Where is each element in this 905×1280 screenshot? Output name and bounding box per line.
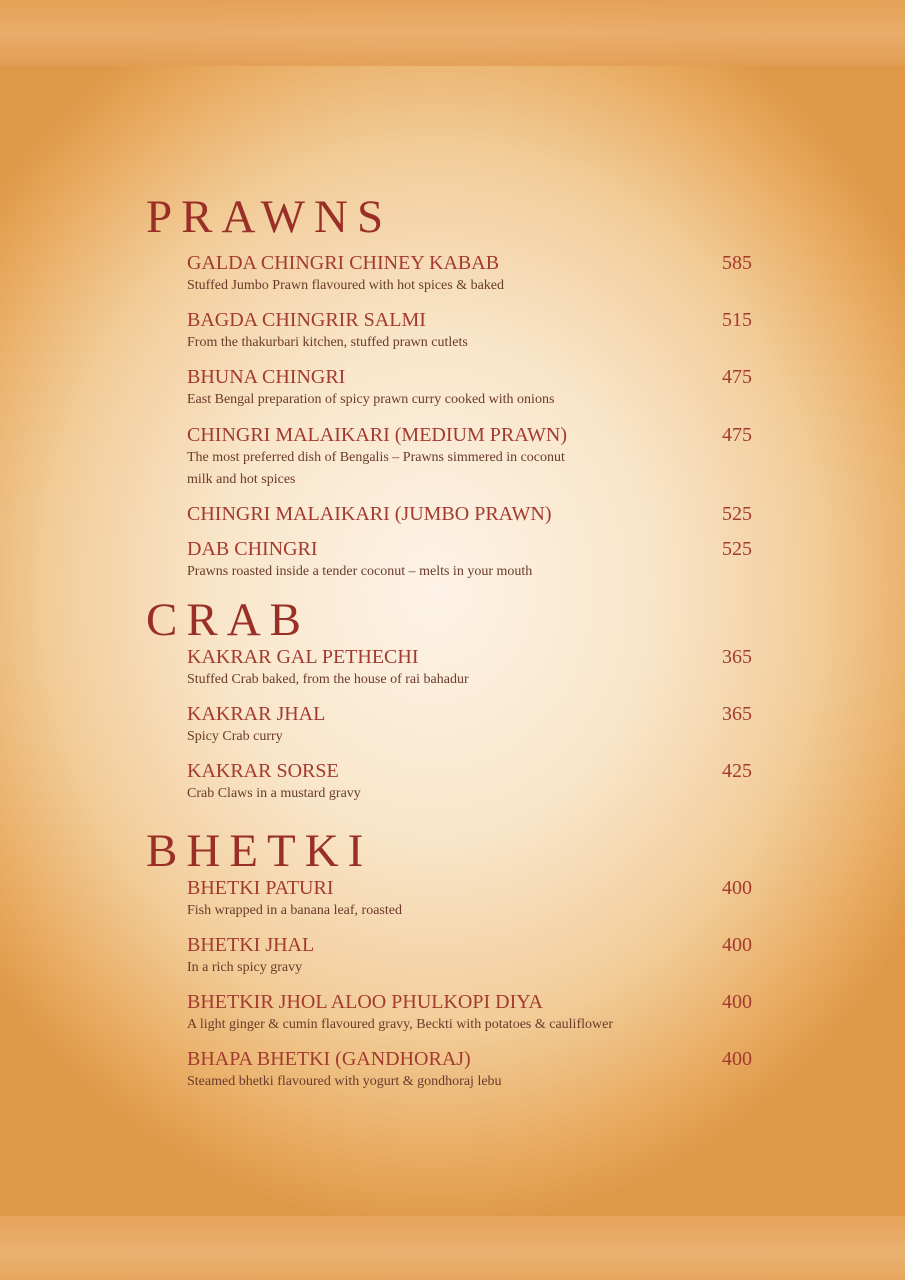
menu-item — [187, 646, 752, 691]
item-name: BAGDA CHINGRIR SALMI — [187, 309, 426, 331]
item-description: Spicy Crab curry — [187, 729, 283, 744]
menu-item — [187, 1048, 752, 1093]
item-price: 475 — [722, 366, 752, 388]
item-name: BHETKI JHAL — [187, 934, 315, 956]
item-name: BHETKIR JHOL ALOO PHULKOPI DIYA — [187, 991, 543, 1013]
item-name: GALDA CHINGRI CHINEY KABAB — [187, 252, 500, 274]
item-description: Stuffed Jumbo Prawn flavoured with hot spices & baked — [187, 278, 505, 293]
menu-item — [187, 309, 752, 354]
item-description: Crab Claws in a mustard gravy — [187, 786, 361, 801]
item-description: East Bengal preparation of spicy prawn curry cooked with onions — [187, 392, 555, 407]
section-title-prawns: PRAWNS — [146, 191, 393, 243]
menu-item — [187, 760, 752, 805]
item-name: BHETKI PATURI — [187, 877, 334, 899]
item-price: 475 — [722, 424, 752, 446]
menu-item — [187, 503, 752, 525]
item-description: Fish wrapped in a banana leaf, roasted — [187, 903, 402, 918]
item-price: 400 — [722, 934, 752, 956]
item-name: CHINGRI MALAIKARI (JUMBO PRAWN) — [187, 503, 552, 525]
item-description: In a rich spicy gravy — [187, 960, 303, 975]
item-price: 585 — [722, 252, 752, 274]
item-description: A light ginger & cumin flavoured gravy, Beckti with potatoes & cauliflower — [187, 1017, 613, 1032]
menu-item — [187, 538, 752, 583]
item-name: KAKRAR GAL PETHECHI — [187, 646, 419, 668]
item-name: BHAPA BHETKI (GANDHORAJ) — [187, 1048, 471, 1070]
menu-item — [187, 877, 752, 922]
item-price: 425 — [722, 760, 752, 782]
item-name: BHUNA CHINGRI — [187, 366, 346, 388]
item-price: 400 — [722, 1048, 752, 1070]
section-title-crab: CRAB — [146, 594, 310, 646]
item-price: 525 — [722, 503, 752, 525]
item-name: KAKRAR SORSE — [187, 760, 339, 782]
item-price: 525 — [722, 538, 752, 560]
item-price: 365 — [722, 703, 752, 725]
menu-item — [187, 366, 752, 411]
item-price: 400 — [722, 991, 752, 1013]
menu-item — [187, 703, 752, 748]
item-description: Stuffed Crab baked, from the house of rai bahadur — [187, 672, 469, 687]
item-name: DAB CHINGRI — [187, 538, 318, 560]
item-price: 365 — [722, 646, 752, 668]
item-description: From the thakurbari kitchen, stuffed prawn cutlets — [187, 335, 468, 350]
item-description: Prawns roasted inside a tender coconut – melts in your mouth — [187, 564, 533, 579]
section-title-bhetki: BHETKI — [146, 825, 373, 877]
item-price: 515 — [722, 309, 752, 331]
menu-item — [187, 252, 752, 297]
menu-item — [187, 424, 752, 491]
item-description: The most preferred dish of Bengalis – Prawns simmered in coconut milk and hot spices — [187, 450, 565, 487]
item-name: CHINGRI MALAIKARI (MEDIUM PRAWN) — [187, 424, 568, 446]
item-name: KAKRAR JHAL — [187, 703, 326, 725]
menu-item — [187, 991, 752, 1036]
item-description: Steamed bhetki flavoured with yogurt & gondhoraj lebu — [187, 1074, 502, 1089]
menu-item — [187, 934, 752, 979]
item-price: 400 — [722, 877, 752, 899]
